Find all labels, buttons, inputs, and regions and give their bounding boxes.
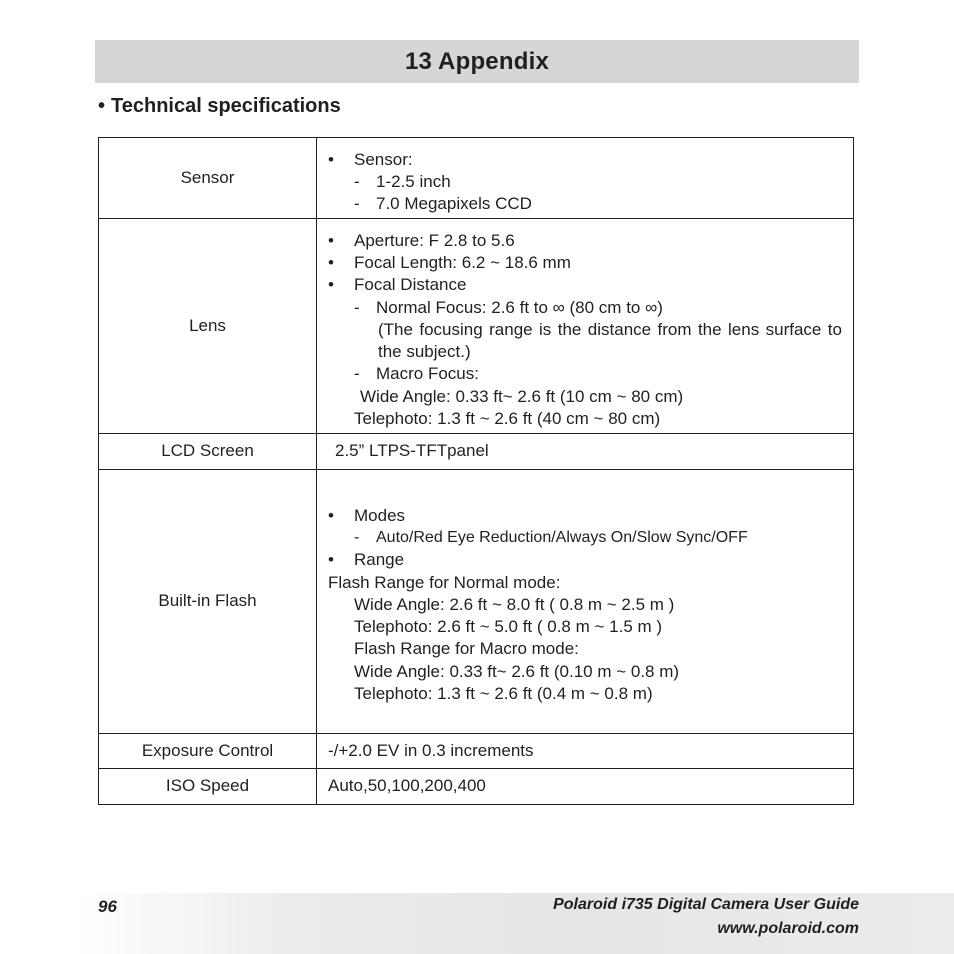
table-row-flash: [99, 470, 854, 734]
row-label-lens: Lens: [99, 219, 317, 434]
bullet-icon: •: [328, 505, 334, 525]
list-item: • Sensor:: [328, 149, 842, 171]
dash-icon: -: [354, 297, 360, 317]
list-item: - 1-2.5 inch: [328, 171, 842, 193]
list-item: • Focal Length: 6.2 ~ 18.6 mm: [328, 252, 842, 274]
row-label-lcd: LCD Screen: [99, 434, 317, 470]
list-item: • Range: [328, 549, 842, 571]
bullet-icon: •: [328, 275, 334, 295]
list-item: Flash Range for Macro mode:: [354, 639, 579, 659]
guide-title: Polaroid i735 Digital Camera User Guide: [553, 896, 859, 913]
row-label-sensor: Sensor: [99, 138, 317, 219]
table-row-iso: [99, 769, 854, 805]
row-label-exposure: Exposure Control: [99, 734, 317, 769]
section-heading: [98, 95, 341, 118]
bullet-icon: •: [328, 550, 334, 570]
table-row-lens: [99, 219, 854, 434]
list-item: - Normal Focus: 2.6 ft to ∞ (80 cm to ∞): [328, 297, 842, 319]
dash-icon: -: [354, 364, 360, 384]
footer-url: www.polaroid.com: [717, 920, 859, 937]
list-item: - 7.0 Megapixels CCD: [328, 193, 842, 215]
list-item: Telephoto: 1.3 ft ~ 2.6 ft (0.4 m ~ 0.8 m): [354, 684, 653, 704]
row-label-iso: ISO Speed: [99, 769, 317, 805]
row-value-exposure: [317, 734, 854, 769]
row-value-lens: [317, 219, 854, 434]
chapter-banner: [95, 40, 859, 83]
list-item: • Modes: [328, 505, 842, 527]
list-item: • Aperture: F 2.8 to 5.6: [328, 230, 842, 252]
page-number: 96: [98, 897, 117, 916]
bullet-icon: •: [328, 149, 334, 169]
exposure-value: -/+2.0 EV in 0.3 increments: [328, 740, 534, 760]
list-item: Wide Angle: 0.33 ft~ 2.6 ft (0.10 m ~ 0.8 m): [354, 661, 680, 681]
lcd-value: 2.5” LTPS-TFTpanel: [335, 441, 489, 461]
list-item: - Auto/Red Eye Reduction/Always On/Slow Sync/OFF: [328, 527, 842, 549]
dash-icon: -: [354, 171, 360, 191]
iso-value: Auto,50,100,200,400: [328, 776, 486, 796]
row-label-flash: Built-in Flash: [99, 470, 317, 734]
list-item: Wide Angle: 0.33 ft~ 2.6 ft (10 cm ~ 80 cm): [360, 386, 684, 406]
list-item: Telephoto: 2.6 ft ~ 5.0 ft ( 0.8 m ~ 1.5 m ): [354, 617, 663, 637]
row-value-lcd: [317, 434, 854, 470]
dash-icon: -: [354, 528, 360, 546]
row-value-flash: [317, 470, 854, 734]
list-item: Telephoto: 1.3 ft ~ 2.6 ft (40 cm ~ 80 cm): [354, 409, 661, 429]
table-row-lcd: [99, 434, 854, 470]
list-item: Flash Range for Normal mode:: [328, 572, 561, 592]
focus-note: (The focusing range is the distance from the lens surface to the subject.): [378, 319, 842, 362]
bullet-icon: •: [328, 252, 334, 272]
list-item: • Focal Distance: [328, 274, 842, 296]
bullet-icon: •: [328, 230, 334, 250]
list-item: - Macro Focus:: [328, 363, 842, 385]
section-bullet: •: [98, 95, 106, 117]
table-row-exposure: [99, 734, 854, 769]
dash-icon: -: [354, 194, 360, 214]
table-row-sensor: [99, 138, 854, 219]
row-value-iso: [317, 769, 854, 805]
chapter-title: 13 Appendix: [404, 47, 549, 75]
specifications-table: [98, 137, 854, 805]
section-title: Technical specifications: [111, 95, 341, 117]
row-value-sensor: [317, 138, 854, 219]
list-item: Wide Angle: 2.6 ft ~ 8.0 ft ( 0.8 m ~ 2.5 m ): [354, 594, 675, 614]
